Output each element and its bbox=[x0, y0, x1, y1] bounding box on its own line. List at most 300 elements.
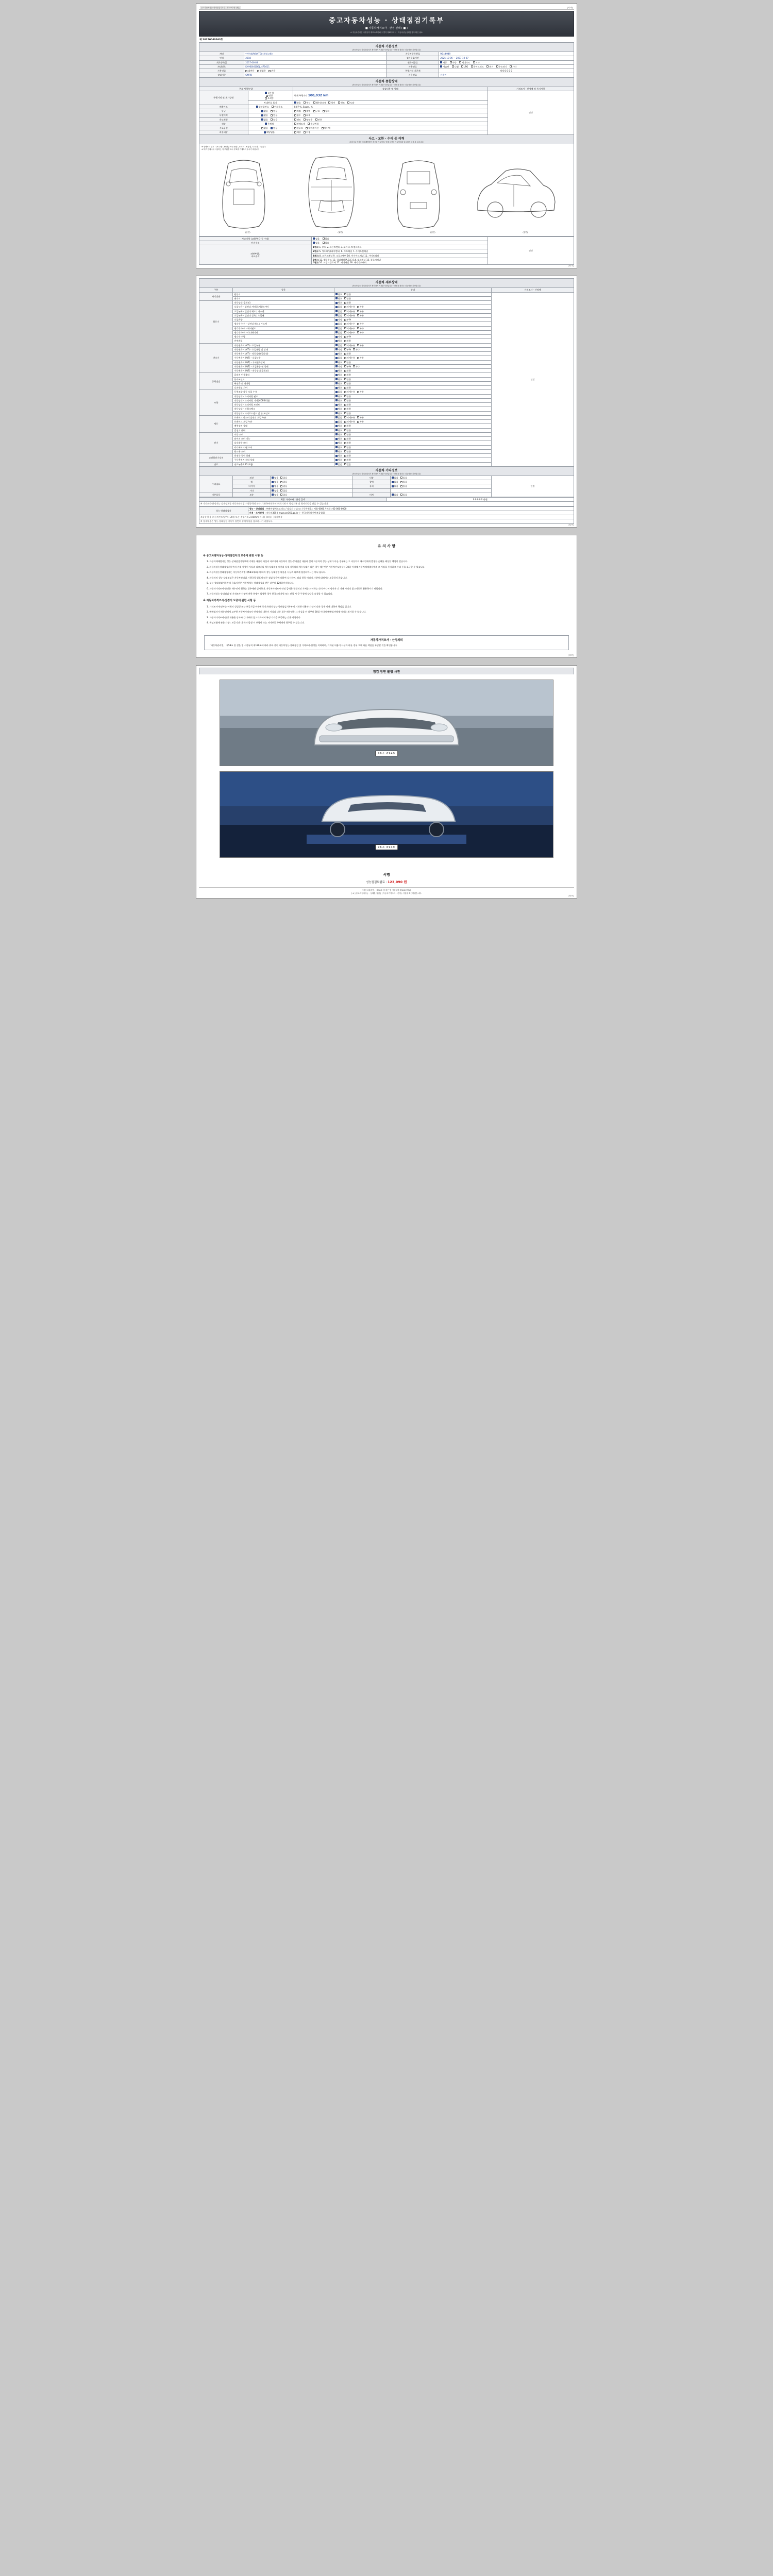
opt-recall-na[interactable]: 해당없음 bbox=[264, 131, 275, 133]
inspector-row-2: 가격 · 조사산정 : 자동차365 ( www.car365.go.kr ) · 한국자동차진단보증협회 bbox=[248, 511, 574, 515]
page-tag-3: [제3쪽] bbox=[568, 654, 574, 656]
detail-option-2[interactable]: 불량 bbox=[344, 403, 351, 406]
opt-semi[interactable]: 세미오토 bbox=[459, 61, 470, 64]
extra-option-2[interactable]: 있음 bbox=[400, 477, 407, 479]
license-plate-1: 96소 6949 bbox=[375, 751, 398, 756]
photo-underbody bbox=[220, 771, 553, 858]
document-number: 제 20250040163호 bbox=[199, 39, 223, 41]
detail-option-2[interactable]: 불량 bbox=[344, 378, 351, 381]
opt-history-yes[interactable]: 있음 bbox=[271, 114, 277, 116]
declaration-body: 「자동차관리법」 제58조 및 같은 법 시행규칙 제120조에 따라 위와 같이 자동차성능·상태점검 및 가격조사·산정을 의뢰하며, 기재된 내용이 사실과 다를 경우 그에 따른 책임을 부담할 것을 확인합니다. bbox=[209, 643, 398, 647]
detail-option-1[interactable]: 양호 bbox=[335, 340, 342, 342]
rank-a-label: A랭크 bbox=[313, 254, 319, 257]
detail-option-2[interactable]: 불량 bbox=[344, 352, 351, 355]
detail-option-2[interactable]: 불량 bbox=[344, 369, 351, 372]
cell-color-opts bbox=[248, 122, 293, 126]
detail-option-2[interactable]: 불량 bbox=[344, 340, 351, 342]
detail-option-3[interactable]: 누유 bbox=[357, 314, 364, 317]
opt-recall-yes[interactable]: 해당 bbox=[294, 131, 301, 133]
sheet-2 bbox=[196, 276, 577, 527]
detail-item-state bbox=[334, 343, 491, 347]
detail-item-state bbox=[334, 309, 491, 313]
col-price: 가격조사 · 산정액 및 특기사항 bbox=[488, 87, 574, 91]
detail-option-2[interactable]: 불량 bbox=[344, 425, 351, 427]
page-tag-4: [제4쪽] bbox=[568, 895, 574, 897]
opt-lpg[interactable]: LPG bbox=[461, 65, 468, 68]
cell-tuning-detail bbox=[293, 109, 488, 113]
extra-option-2[interactable]: 있음 bbox=[280, 489, 287, 492]
mileage-value: 100,032 km bbox=[308, 93, 329, 97]
detail-option-1[interactable]: 양호 bbox=[335, 395, 342, 398]
opt-navigation[interactable]: 내비게이션 bbox=[306, 127, 318, 129]
detail-option-2[interactable]: 불량 bbox=[344, 361, 351, 364]
detail-option-2[interactable]: 불량 bbox=[344, 433, 351, 436]
detail-item-state bbox=[334, 441, 491, 445]
sheet-3 bbox=[196, 535, 577, 658]
detail-option-1[interactable]: 양호 bbox=[335, 450, 342, 453]
detail-option-1[interactable]: 양호 bbox=[335, 352, 342, 355]
detail-option-2[interactable]: 불량 bbox=[344, 386, 351, 389]
detail-item-label: 작동상태 - 파워크랭크 bbox=[233, 407, 334, 411]
detail-option-1[interactable]: 없음 bbox=[335, 314, 342, 317]
label-use: 사용연료 bbox=[199, 69, 244, 73]
rank-2-text: 5. 쿼터패널(리어펜더) 6. 루프패널 7. 사이드실패널 bbox=[319, 250, 368, 253]
detail-item-state bbox=[334, 403, 491, 407]
detail-option-2[interactable]: 미세누유 bbox=[344, 357, 355, 359]
detail-option-1[interactable]: 없음 bbox=[335, 310, 342, 313]
opt-full-paint[interactable]: 전체도색 bbox=[294, 123, 305, 125]
opt-gov2[interactable]: 관용 bbox=[315, 118, 322, 121]
overall-state-table bbox=[199, 87, 574, 135]
detail-item-state bbox=[334, 296, 491, 300]
detail-option-1[interactable]: 양호 bbox=[335, 293, 342, 296]
detail-item-state bbox=[334, 454, 491, 458]
detail-option-1[interactable]: 양호 bbox=[335, 412, 342, 415]
car-photo-lift-icon bbox=[301, 785, 472, 847]
license-plate-2: 96소 6949 bbox=[375, 844, 398, 850]
opt-tuning-none[interactable]: 없음 bbox=[261, 110, 268, 112]
notice-sub-2: ※ 자동차가격조사·산정의 보증에 관한 사항 등 bbox=[203, 599, 256, 602]
opt-simple-yes[interactable]: 있음 bbox=[323, 242, 329, 244]
detail-option-2[interactable]: 미세누유 bbox=[344, 391, 355, 393]
detail-item-label: 오일누유 - 실린더 블록 / 오일팬 bbox=[233, 313, 334, 317]
extra-option-2[interactable]: 있음 bbox=[400, 485, 407, 487]
detail-option-1[interactable]: 양호 bbox=[335, 361, 342, 364]
label-year: 연식 bbox=[199, 56, 244, 60]
detail-option-2[interactable]: 불량 bbox=[344, 437, 351, 440]
final-price-value: 0 0 0 0 0 만원 bbox=[386, 498, 574, 502]
detail-option-2[interactable]: 불량 bbox=[344, 382, 351, 385]
detail-option-3[interactable]: 누수 bbox=[357, 323, 364, 325]
detail-option-2[interactable]: 불량 bbox=[344, 293, 351, 296]
detail-option-1[interactable]: 양호 bbox=[335, 301, 342, 304]
detail-option-2[interactable]: 부족 bbox=[344, 348, 351, 351]
extra-option-2[interactable]: 있음 bbox=[400, 481, 407, 483]
detail-option-3[interactable]: 누유 bbox=[357, 416, 364, 419]
opt-vin-good[interactable]: 양호 bbox=[294, 101, 301, 104]
detail-item-label: 작동상태 - 스티어링 기어(MDPS포함) bbox=[233, 398, 334, 402]
detail-option-3[interactable]: 누수 bbox=[357, 331, 364, 334]
detail-option-1[interactable]: 없음 bbox=[335, 416, 342, 419]
extra-option-2[interactable]: 있음 bbox=[400, 494, 407, 496]
detail-option-1[interactable]: 양호 bbox=[335, 425, 342, 427]
detail-item-state bbox=[334, 326, 491, 330]
overall-title: 자동차 종합상태 bbox=[375, 79, 398, 83]
col-content: 점검내용 및 상태 bbox=[293, 87, 488, 91]
value-fuel-options bbox=[439, 64, 574, 69]
detail-option-1[interactable]: 양호 bbox=[335, 437, 342, 440]
detail-option-3[interactable]: 누유 bbox=[357, 344, 364, 347]
car-front-view-icon bbox=[213, 153, 275, 230]
detail-item-state bbox=[334, 462, 491, 466]
extra-option-1[interactable]: 없음 bbox=[392, 477, 398, 479]
detail-option-3[interactable]: 누유 bbox=[357, 391, 364, 393]
opt-vin-corrode[interactable]: 부식 bbox=[304, 101, 310, 104]
opt-vin-alter[interactable]: 변조 bbox=[338, 101, 345, 104]
detail-option-1[interactable]: 없음 bbox=[335, 327, 342, 330]
inspector-row-2-key: 가격 · 조사산정 bbox=[249, 511, 264, 514]
detail-item-state bbox=[334, 369, 491, 373]
detail-item-state bbox=[334, 420, 491, 424]
digit-6: 0 bbox=[511, 70, 512, 72]
sheet-1 bbox=[196, 3, 577, 268]
fee-value: 123,090 원 bbox=[388, 879, 407, 884]
value-parts-2 bbox=[312, 249, 488, 253]
detail-option-3[interactable]: 누유 bbox=[357, 306, 364, 308]
detail-item-label: 수동변속기(M/T) - 오일누유 bbox=[233, 356, 334, 360]
opt-hybrid[interactable]: 하이브리드 bbox=[471, 65, 484, 68]
detail-group-label: 제동 bbox=[199, 415, 233, 432]
document-title: 중고자동차성능 · 상태점검기록부 bbox=[329, 17, 444, 25]
detail-option-3[interactable]: 누유 bbox=[357, 420, 364, 423]
label-fuel-kind: 사용연료 bbox=[386, 73, 439, 77]
detail-option-1[interactable]: 적정 bbox=[335, 335, 342, 338]
detail-option-2[interactable]: 부족 bbox=[344, 335, 351, 338]
detail-item-label: 작동상태 - 스티어링 조인트 bbox=[233, 403, 334, 407]
detail-option-1[interactable]: 없음 bbox=[335, 357, 342, 359]
table-row bbox=[199, 292, 574, 296]
extra-option-1[interactable]: 없음 bbox=[392, 485, 398, 487]
detail-option-1[interactable]: 양호 bbox=[335, 408, 342, 410]
opt-vin-diff[interactable]: 상이 bbox=[328, 101, 335, 104]
detail-option-2[interactable]: 미세누수 bbox=[344, 331, 355, 334]
detail-option-1[interactable]: 없음 bbox=[335, 331, 342, 334]
basic-info-table bbox=[199, 52, 574, 78]
detail-option-1[interactable]: 양호 bbox=[335, 403, 342, 406]
page-tag-1: [제1쪽] bbox=[568, 265, 574, 267]
detail-option-1[interactable]: 양호 bbox=[335, 442, 342, 444]
detail-option-2[interactable]: 미세누수 bbox=[344, 327, 355, 330]
opt-tuning-illegal[interactable]: 불법 bbox=[304, 110, 310, 112]
detail-option-2[interactable]: 불량 bbox=[344, 408, 351, 410]
cell-history-detail bbox=[293, 113, 488, 117]
car-side-view-icon bbox=[473, 153, 560, 230]
detail-option-2[interactable]: 불량 bbox=[344, 399, 351, 402]
value-transmission-options bbox=[439, 60, 574, 64]
accident-caption: (보험사고 이력은 보험개발원이 제공한 자료이며, 당해 차량의 사고이력과 일치하지 않을 수 있습니다) bbox=[349, 141, 424, 143]
opt-simple-none[interactable]: 없음 bbox=[313, 242, 320, 244]
detail-item-state bbox=[334, 305, 491, 309]
extra-option-2[interactable]: 있음 bbox=[280, 494, 287, 496]
opt-ev[interactable]: 전기 bbox=[486, 65, 493, 68]
car-top-view-icon bbox=[298, 153, 365, 230]
extra-item-label-left: 휠 bbox=[233, 480, 271, 484]
detail-option-1[interactable]: 양호 bbox=[335, 446, 342, 449]
section-title-accident bbox=[199, 135, 574, 144]
form-reference: 중고자동차성능·상태점검기록부 (제2조제1항 관련) bbox=[201, 7, 240, 9]
value-vin: KMHD641D6JU471611 bbox=[244, 64, 386, 69]
value-fuel-kind: 가솔린 bbox=[439, 73, 574, 77]
opt-acc-none[interactable]: 없음 bbox=[313, 238, 320, 240]
label-mileage-meter: 주행거리 기준계 bbox=[386, 69, 439, 73]
opt-hc[interactable]: 탄화수소 bbox=[272, 106, 282, 108]
opt-usechange-none[interactable]: 없음 bbox=[261, 118, 268, 121]
detail-option-3[interactable]: 누유 bbox=[357, 310, 364, 313]
detail-item-state bbox=[334, 394, 491, 398]
detail-item-state bbox=[334, 386, 491, 390]
basic-title: 자동차 기본정보 bbox=[375, 45, 398, 48]
opt-gasoline[interactable]: 가솔린 bbox=[440, 65, 449, 68]
table-row bbox=[199, 511, 574, 515]
value-parts-3 bbox=[312, 253, 488, 258]
detail-item-label: 수동변속기(M/T) - 작동상태(공회전) bbox=[233, 369, 334, 373]
col-主要: 주요 사항/부위 bbox=[199, 87, 293, 91]
detail-option-2[interactable]: 미세누유 bbox=[344, 314, 355, 317]
opt-malfunction[interactable]: 오작동 bbox=[265, 97, 274, 99]
view-label-rear: (뒷면) bbox=[430, 231, 435, 233]
extra-item-label-right: 유리 bbox=[353, 484, 391, 488]
opt-rental[interactable]: 대여용 bbox=[245, 70, 254, 72]
legend-line-1: ※ 상태표시 부호 : ( X:교환 , W:판금 또는 용접 , C:부식 , A:흠집 , U:요철 , T:손상 ) bbox=[201, 145, 266, 148]
value-standard: GMPD bbox=[244, 73, 386, 77]
opt-options-none[interactable]: 없음 bbox=[261, 127, 268, 129]
detail-option-2[interactable]: 불량 bbox=[344, 450, 351, 453]
opt-h2[interactable]: 수소전기 bbox=[496, 65, 507, 68]
opt-tuning-yes[interactable]: 있음 bbox=[271, 110, 277, 112]
opt-vin-damage[interactable]: 훼손(오손) bbox=[313, 101, 326, 104]
detail-item-label: 연료누출(LPG 포함) bbox=[233, 462, 334, 466]
opt-co[interactable]: 일산화탄소 bbox=[256, 106, 269, 108]
detail-option-1[interactable]: 양호 bbox=[335, 386, 342, 389]
detail-item-label: 자동변속기(A/T) - 오일유량 및 상태 bbox=[233, 347, 334, 351]
digit-5: 0 bbox=[509, 70, 510, 72]
detail-item-label: 시동 모터 bbox=[233, 432, 334, 436]
detail-option-1[interactable]: 적정 bbox=[335, 318, 342, 321]
opt-recall-done[interactable]: 이행 bbox=[304, 131, 310, 133]
table-row bbox=[199, 52, 574, 56]
detail-option-2[interactable]: 미세누유 bbox=[344, 310, 355, 313]
opt-diesel[interactable]: 디젤 bbox=[452, 65, 459, 68]
rank-a-text: 8. 프론트패널 9. 크로스멤버 10. 인사이드패널 11. 사이드멤버 bbox=[319, 254, 379, 257]
detail-option-1[interactable]: 양호 bbox=[335, 369, 342, 372]
value-accident-history bbox=[312, 236, 488, 241]
detail-option-2[interactable]: 부족 bbox=[344, 365, 351, 368]
extra-option-1[interactable]: 없음 bbox=[392, 494, 398, 496]
detail-option-2[interactable]: 미세누유 bbox=[344, 416, 355, 419]
guarantee-line-2: ※ 상세내용은 성능·상태점검 기록부 뒷면의 유의사항을 참고하시기 바랍니다. bbox=[199, 519, 574, 523]
detail-option-3[interactable]: 누유 bbox=[357, 357, 364, 359]
opt-biz2[interactable]: 영업용 bbox=[304, 118, 312, 121]
detail-option-1[interactable]: 없음 bbox=[335, 463, 342, 466]
detail-option-2[interactable]: 미세누유 bbox=[344, 420, 355, 423]
table-row bbox=[199, 506, 574, 511]
opt-history-none[interactable]: 없음 bbox=[261, 114, 268, 116]
detail-option-2[interactable]: 불량 bbox=[344, 395, 351, 398]
digit-1: 0 bbox=[500, 70, 502, 72]
notice-item: 1. 자동차매매업자는 성능·상태점검기록부에 기재한 내용이 사실과 다르거나 자동차의 성능·상태점검 내용과 실제 자동차의 성능·상태가 다른 경우에는 그 자동차의 매수인에게 발생한 손해를 배상할 책임이 있습니다. bbox=[207, 560, 408, 563]
detail-option-1[interactable]: 적정 bbox=[335, 365, 342, 368]
notice-item: 3. 자동차가격조사·산정 내용은 당사자 간 거래의 참고자료이며 특정 가격을 보증하는 것은 아닙니다. bbox=[207, 616, 301, 619]
extra-item-opts-left bbox=[271, 480, 353, 484]
opt-official[interactable]: 관용 bbox=[268, 70, 275, 72]
value-simple-repair bbox=[312, 241, 488, 245]
extra-option-1[interactable]: 없음 bbox=[272, 477, 278, 479]
detail-option-2[interactable]: 불량 bbox=[344, 454, 351, 457]
detail-option-2[interactable]: 불량 bbox=[344, 429, 351, 432]
detail-item-state bbox=[334, 415, 491, 419]
rank-b-text: 12. 휠하우스 13. 필러패널(A,B,C) 14. 대쉬패널 15. 플로어패널 bbox=[319, 258, 381, 261]
detail-option-2[interactable]: 미세누수 bbox=[344, 323, 355, 325]
detail-option-1[interactable]: 양호 bbox=[335, 297, 342, 300]
accident-title: 사고 · 교환 · 수리 등 이력 bbox=[368, 137, 405, 141]
legend-line-2: ※ 하부 업체에서 사용하는 각 부위별 표시 부호를 기재하여 주시기 바랍니다 bbox=[201, 148, 259, 150]
opt-business[interactable]: 영업용 bbox=[257, 70, 266, 72]
opt-tuning-legal[interactable]: 적법 bbox=[294, 110, 301, 112]
detail-group-label: 자기진단 bbox=[199, 292, 233, 301]
opt-auto[interactable]: 자동 bbox=[440, 61, 447, 64]
notice-section bbox=[199, 537, 574, 631]
detail-option-1[interactable]: 없음 bbox=[335, 306, 342, 308]
detail-caption: (자동차성능·상태점검자가 확인하여 기재한 사항입니다 · 산정을 원하는 경우에만 기재합니다) bbox=[351, 285, 422, 287]
inspector-row-1-value: ㈜케이엠에스모터스 / 점검자 : 김○○ / 등록번호 : 서울-0000 / 전화 : 02-000-0000 bbox=[266, 507, 347, 510]
extra-option-1[interactable]: 없음 bbox=[272, 489, 278, 492]
detail-option-1[interactable]: 없음 bbox=[335, 420, 342, 423]
extra-option-1[interactable]: 없음 bbox=[272, 494, 278, 496]
table-row bbox=[199, 519, 574, 523]
opt-color-change[interactable]: 색상변경 bbox=[308, 123, 318, 125]
detail-option-1[interactable]: 양호 bbox=[335, 374, 342, 376]
detail-option-1[interactable]: 양호 bbox=[335, 429, 342, 432]
page-number-1: [제1쪽] bbox=[567, 7, 573, 9]
opt-tuning-device[interactable]: 장치 bbox=[323, 110, 329, 112]
opt-rent2[interactable]: 렌트 bbox=[294, 118, 301, 121]
detail-item-state bbox=[334, 330, 491, 334]
detail-item-state bbox=[334, 445, 491, 449]
extra-option-2[interactable]: 있음 bbox=[280, 481, 287, 483]
opt-options-yes[interactable]: 있음 bbox=[271, 127, 277, 129]
label-accident-history: 사고이력 (교환/판금 등 수리) bbox=[199, 236, 312, 241]
detail-option-2[interactable]: 미세누유 bbox=[344, 306, 355, 308]
detail-item-state bbox=[334, 377, 491, 381]
extra-option-1[interactable]: 없음 bbox=[272, 481, 278, 483]
detail-option-2[interactable]: 불량 bbox=[344, 374, 351, 376]
detail-option-2[interactable]: 불량 bbox=[344, 301, 351, 304]
car-view-labels bbox=[201, 231, 572, 234]
detail-group-label: 연료 bbox=[199, 462, 233, 466]
detail-option-1[interactable]: 양호 bbox=[335, 459, 342, 461]
extra-option-1[interactable]: 없음 bbox=[392, 481, 398, 483]
detail-item-label: 실내송풍 모터 bbox=[233, 441, 334, 445]
extra-item-opts-left bbox=[271, 488, 353, 493]
accident-history-table bbox=[199, 236, 574, 265]
opt-real-mileage[interactable]: 실주행 bbox=[265, 92, 274, 94]
extra-item-opts-right bbox=[390, 484, 491, 488]
row-label-recall: 리콜대상 bbox=[199, 130, 248, 134]
inspector-row-2-value: 자동차365 ( www.car365.go.kr ) · 한국자동차진단보증협회 bbox=[266, 511, 325, 514]
extra-option-2[interactable]: 있음 bbox=[280, 477, 287, 479]
opt-fire[interactable]: 화재 bbox=[304, 114, 310, 116]
detail-option-2[interactable]: 있음 bbox=[344, 463, 351, 466]
opt-vin-erase[interactable]: 도말 bbox=[347, 101, 354, 104]
opt-other-trans[interactable]: 기타 bbox=[473, 61, 480, 64]
extra-option-2[interactable]: 있음 bbox=[280, 485, 287, 487]
detail-option-3[interactable]: 과다 bbox=[353, 348, 360, 351]
detail-option-1[interactable]: 없음 bbox=[335, 391, 342, 393]
row-label-history: 특별이력 bbox=[199, 113, 248, 117]
detail-item-state bbox=[334, 339, 491, 343]
detail-option-1[interactable]: 양호 bbox=[335, 399, 342, 402]
detail-option-1[interactable]: 없음 bbox=[335, 323, 342, 325]
detail-option-2[interactable]: 미세누유 bbox=[344, 344, 355, 347]
label-parts-rank: 외판부위 / 주요골격 bbox=[199, 245, 312, 265]
table-row bbox=[199, 69, 574, 73]
opt-changed[interactable]: 변경 bbox=[266, 94, 273, 97]
detail-option-2[interactable]: 불량 bbox=[344, 442, 351, 444]
detail-option-3[interactable]: 누수 bbox=[357, 327, 364, 330]
table-header-row bbox=[199, 87, 574, 91]
table-row bbox=[199, 498, 574, 502]
detail-group-label: 조향 bbox=[199, 390, 233, 416]
detail-option-2[interactable]: 불량 bbox=[344, 446, 351, 449]
detail-option-1[interactable]: 양호 bbox=[335, 382, 342, 385]
opt-usechange-yes[interactable]: 있음 bbox=[271, 118, 277, 121]
detail-option-1[interactable]: 양호 bbox=[335, 454, 342, 457]
detail-item-label: 발전기 출력 bbox=[233, 428, 334, 432]
detail-option-3[interactable]: 과다 bbox=[353, 365, 360, 368]
cell-usechange-opts bbox=[248, 117, 293, 122]
detail-option-1[interactable]: 적정 bbox=[335, 348, 342, 351]
detail-item-label: 오일유량 bbox=[233, 318, 334, 322]
opt-acc-yes[interactable]: 있음 bbox=[323, 238, 329, 240]
opt-sunroof[interactable]: 선루프 bbox=[294, 127, 303, 129]
opt-flood[interactable]: 침수 bbox=[294, 114, 301, 116]
detail-item-state bbox=[334, 335, 491, 339]
opt-manual[interactable]: 수동 bbox=[450, 61, 457, 64]
photos-title: 점검 장면 촬영 사진 bbox=[373, 670, 400, 674]
detail-option-1[interactable]: 양호 bbox=[335, 433, 342, 436]
opt-tuning-structure[interactable]: 구조 bbox=[313, 110, 320, 112]
detail-option-2[interactable]: 불량 bbox=[344, 412, 351, 415]
extra-option-1[interactable]: 없음 bbox=[272, 485, 278, 487]
detail-signature: 인정 bbox=[492, 292, 574, 466]
detail-option-1[interactable]: 양호 bbox=[335, 378, 342, 381]
opt-airbag[interactable]: 에어백 bbox=[322, 127, 330, 129]
detail-item-state bbox=[334, 411, 491, 415]
detail-option-1[interactable]: 없음 bbox=[335, 344, 342, 347]
row-label-color: 색상 bbox=[199, 122, 248, 126]
basic-caption: (자동차성능·상태점검자가 확인하여 기재한 사항입니다 · 산정을 원하는 경우에만 기재합니다) bbox=[351, 49, 422, 51]
opt-fuel-other[interactable]: 기타 bbox=[510, 65, 516, 68]
cell-history-opts bbox=[248, 113, 293, 117]
opt-color-original[interactable]: 무채색 bbox=[265, 123, 274, 125]
detail-option-2[interactable]: 불량 bbox=[344, 459, 351, 461]
detail-item-label: 브레이크 오일 누유 bbox=[233, 420, 334, 424]
detail-option-2[interactable]: 부족 bbox=[344, 318, 351, 321]
detail-item-state bbox=[334, 322, 491, 326]
detail-table-body bbox=[199, 292, 574, 466]
extra-title: 자동차 기타정보 bbox=[375, 468, 398, 472]
detail-option-2[interactable]: 불량 bbox=[344, 297, 351, 300]
